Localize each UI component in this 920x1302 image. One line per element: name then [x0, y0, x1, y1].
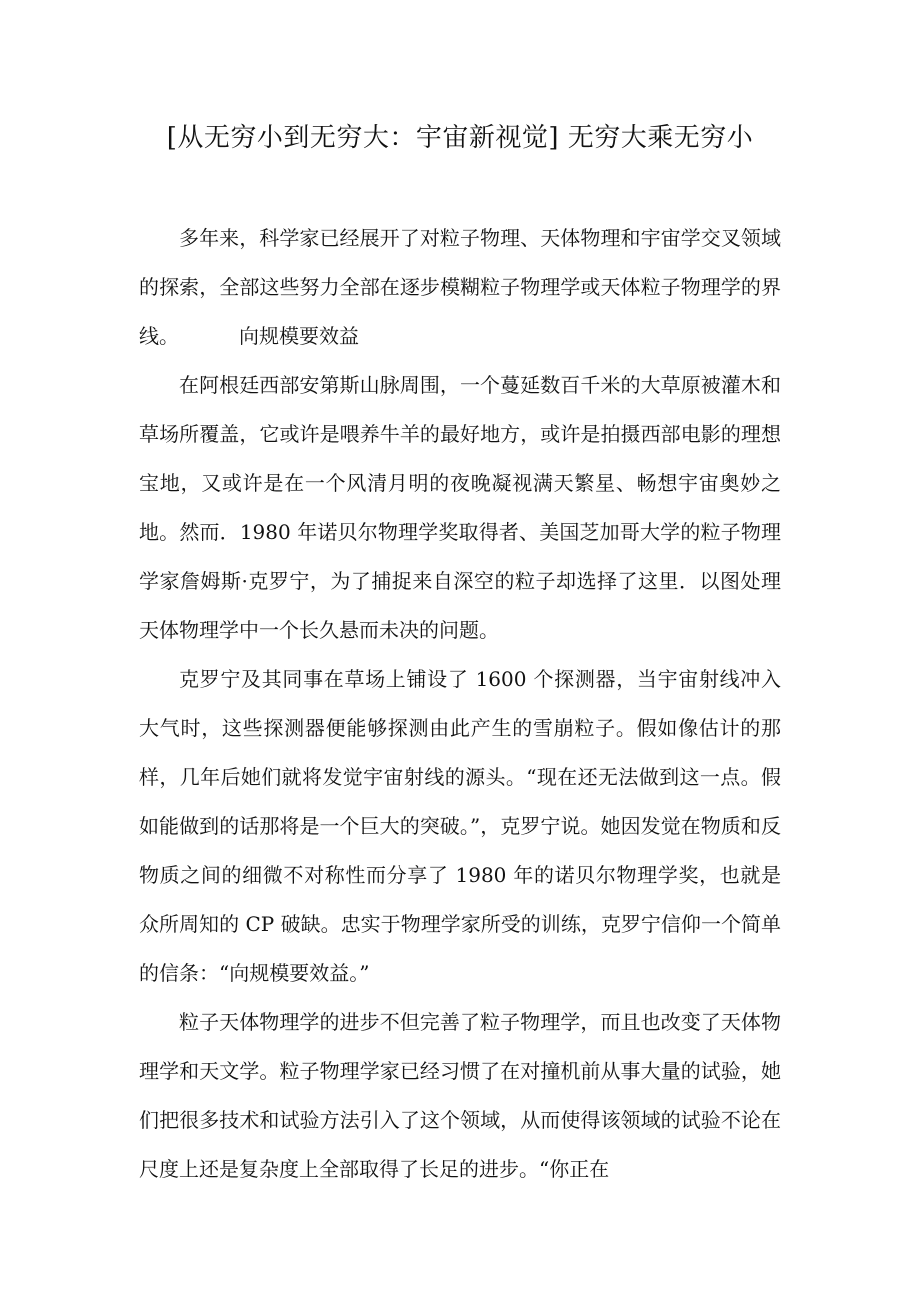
paragraph-1 — [139, 214, 781, 361]
document-body — [139, 214, 781, 1194]
paragraph-4: 粒子天体物理学的进步不但完善了粒子物理学，而且也改变了天体物理学和天文学。粒子物理学家已经习惯了在对撞机前从事大量的试验，她们把很多技术和试验方法引入了这个领域，从而使得该领域的试验不论在尺度上还是复杂度上全部取得了长足的进步。“你正在 — [139, 1010, 781, 1181]
paragraph-3: 克罗宁及其同事在草场上铺设了 1600 个探测器，当宇宙射线冲入大气时，这些探测器便能够探测由此产生的雪崩粒子。假如像估计的那样，几年后她们就将发觉宇宙射线的源头。“现在还无法做到这一点。假如能做到的话那将是一个巨大的突破。”，克罗宁说。她因发觉在物质和反物质之间的细微不对称性而分享了 1980 年的诺贝尔物理学奖，也就是众所周知的 CP 破缺。忠实于物理学家所受的训练，克罗宁信仰一个简单的信条：“向规模要效益。” — [139, 667, 781, 985]
paragraph-1-tail: 向规模要效益 — [239, 324, 359, 348]
paragraph-1-text: 多年来，科学家已经展开了对粒子物理、天体物理和宇宙学交叉领域的探索，全部这些努力全部在逐步模糊粒子物理学或天体粒子物理学的界线。 — [139, 226, 781, 348]
paragraph-2: 在阿根廷西部安第斯山脉周围，一个蔓延数百千米的大草原被灌木和草场所覆盖，它或许是喂养牛羊的最好地方，或许是拍摄西部电影的理想宝地，又或许是在一个风清月明的夜晚凝视满天繁星、畅想宇宙奥妙之地。然而．1980 年诺贝尔物理学奖取得者、美国芝加哥大学的粒子物理学家詹姆斯·克罗宁，为了捕捉来自深空的粒子却选择了这里．以图处理天体物理学中一个长久悬而未决的问题。 — [139, 373, 781, 642]
document-title: [从无穷小到无穷大：宇宙新视觉] 无穷大乘无穷小 — [166, 123, 754, 153]
